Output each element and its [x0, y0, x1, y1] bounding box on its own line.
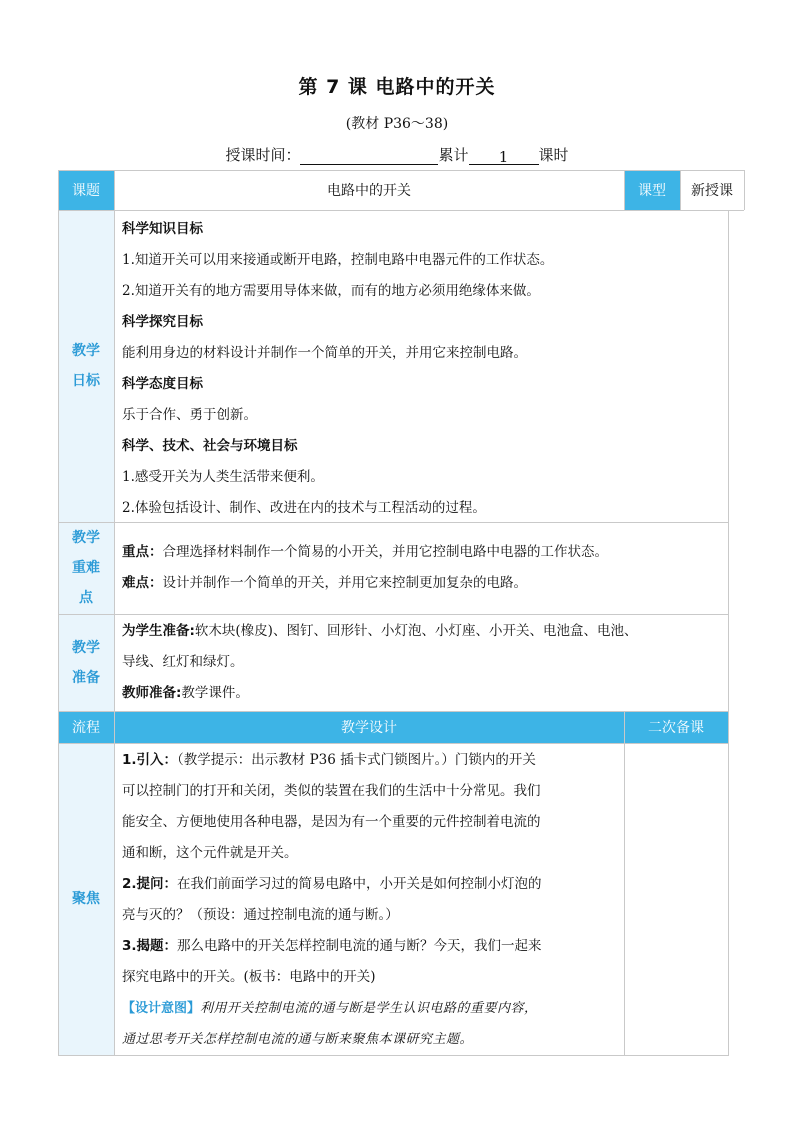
- design-intent-line-1: 【设计意图】利用开关控制电流的通与断是学生认识电路的重要内容，: [122, 1001, 538, 1016]
- reveal-line-2: 探究电路中的开关。(板书：电路中的开关): [122, 969, 376, 985]
- border: [624, 170, 625, 210]
- cumulative-value: 1: [469, 148, 539, 165]
- time-blank: [300, 148, 438, 165]
- reveal-line-1: 3.揭题：那么电路中的开关怎样控制电流的通与断？今天，我们一起来: [122, 938, 542, 954]
- border: [728, 210, 729, 1056]
- page-title: 第 7 课 电路中的开关: [298, 76, 496, 98]
- border: [58, 743, 728, 744]
- border: [58, 170, 744, 171]
- stse-goal-1: 1.感受开关为人类生活带来便利。: [122, 469, 324, 485]
- type-value: 新授课: [680, 170, 744, 210]
- attitude-goal-title: 科学态度目标: [122, 376, 203, 392]
- focus-stage-content: [114, 743, 624, 1055]
- prep-label: 教学准备: [58, 614, 114, 711]
- border: [58, 210, 744, 211]
- topic-value: 电路中的开关: [114, 170, 624, 210]
- border: [58, 522, 728, 523]
- time-label: 授课时间：: [225, 146, 301, 164]
- focus-stage-label: 聚焦: [58, 743, 114, 1055]
- cumulative-label: 累计: [438, 146, 469, 164]
- border: [114, 170, 115, 1056]
- type-label: 课型: [624, 170, 680, 210]
- focus-point: 重点：合理选择材料制作一个简易的小开关，并用它控制电路中电器的工作状态。: [122, 544, 608, 560]
- revision-cell: [624, 743, 728, 1055]
- objectives-content: [114, 210, 728, 522]
- keypoints-content: [114, 522, 728, 614]
- border: [624, 711, 625, 1056]
- topic-label: 课题: [58, 170, 114, 210]
- lesson-meta: [0, 144, 794, 165]
- question-line-1: 2.提问：在我们前面学习过的简易电路中，小开关是如何控制小灯泡的: [122, 876, 542, 892]
- border: [58, 614, 728, 615]
- border: [58, 170, 59, 1056]
- knowledge-goal-title: 科学知识目标: [122, 221, 203, 237]
- knowledge-goal-1: 1.知道开关可以用来接通或断开电路，控制电路中电器元件的工作状态。: [122, 252, 554, 268]
- question-line-2: 亮与灭的？（预设：通过控制电流的通与断。）: [122, 907, 399, 923]
- prep-content: [114, 614, 728, 711]
- student-prep: 为学生准备:软木块(橡皮)、图钉、回形针、小灯泡、小灯座、小开关、电池盒、电池、: [122, 623, 638, 639]
- design-intent-line-2: 通过思考开关怎样控制电流的通与断来聚焦本课研究主题。: [122, 1032, 474, 1047]
- border: [58, 1055, 728, 1056]
- teacher-prep: 教师准备:教学课件。: [122, 685, 249, 701]
- border: [58, 711, 728, 712]
- intro-line-1: 1.引入：（教学提示：出示教材 P36 插卡式门锁图片。）门锁内的开关: [122, 752, 536, 768]
- inquiry-goal-title: 科学探究目标: [122, 314, 203, 330]
- keypoints-label: 教学重难点: [58, 522, 114, 614]
- knowledge-goal-2: 2.知道开关有的地方需要用导体来做，而有的地方必须用绝缘体来做。: [122, 283, 540, 299]
- flow-header-design: 教学设计: [114, 711, 624, 743]
- stse-goal-2: 2.体验包括设计、制作、改进在内的技术与工程活动的过程。: [122, 500, 486, 516]
- student-prep-cont: 导线、红灯和绿灯。: [122, 654, 244, 670]
- flow-header-revision: 二次备课: [624, 711, 728, 743]
- stse-goal-title: 科学、技术、社会与环境目标: [122, 438, 298, 454]
- border: [744, 170, 745, 210]
- flow-header-process: 流程: [58, 711, 114, 743]
- intro-line-3: 能安全、方便地使用各种电器，是因为有一个重要的元件控制着电流的: [122, 814, 541, 830]
- objectives-label: 教学日标: [58, 210, 114, 522]
- period-label: 课时: [538, 146, 569, 164]
- intro-line-2: 可以控制门的打开和关闭，类似的装置在我们的生活中十分常见。我们: [122, 783, 541, 799]
- border: [680, 170, 681, 210]
- difficulty-point: 难点：设计并制作一个简单的开关，并用它来控制更加复杂的电路。: [122, 575, 527, 591]
- intro-line-4: 通和断，这个元件就是开关。: [122, 845, 298, 861]
- attitude-goal-1: 乐于合作、勇于创新。: [122, 407, 257, 423]
- textbook-source: (教材 P36～38): [345, 116, 449, 132]
- inquiry-goal-1: 能利用身边的材料设计并制作一个简单的开关，并用它来控制电路。: [122, 345, 527, 361]
